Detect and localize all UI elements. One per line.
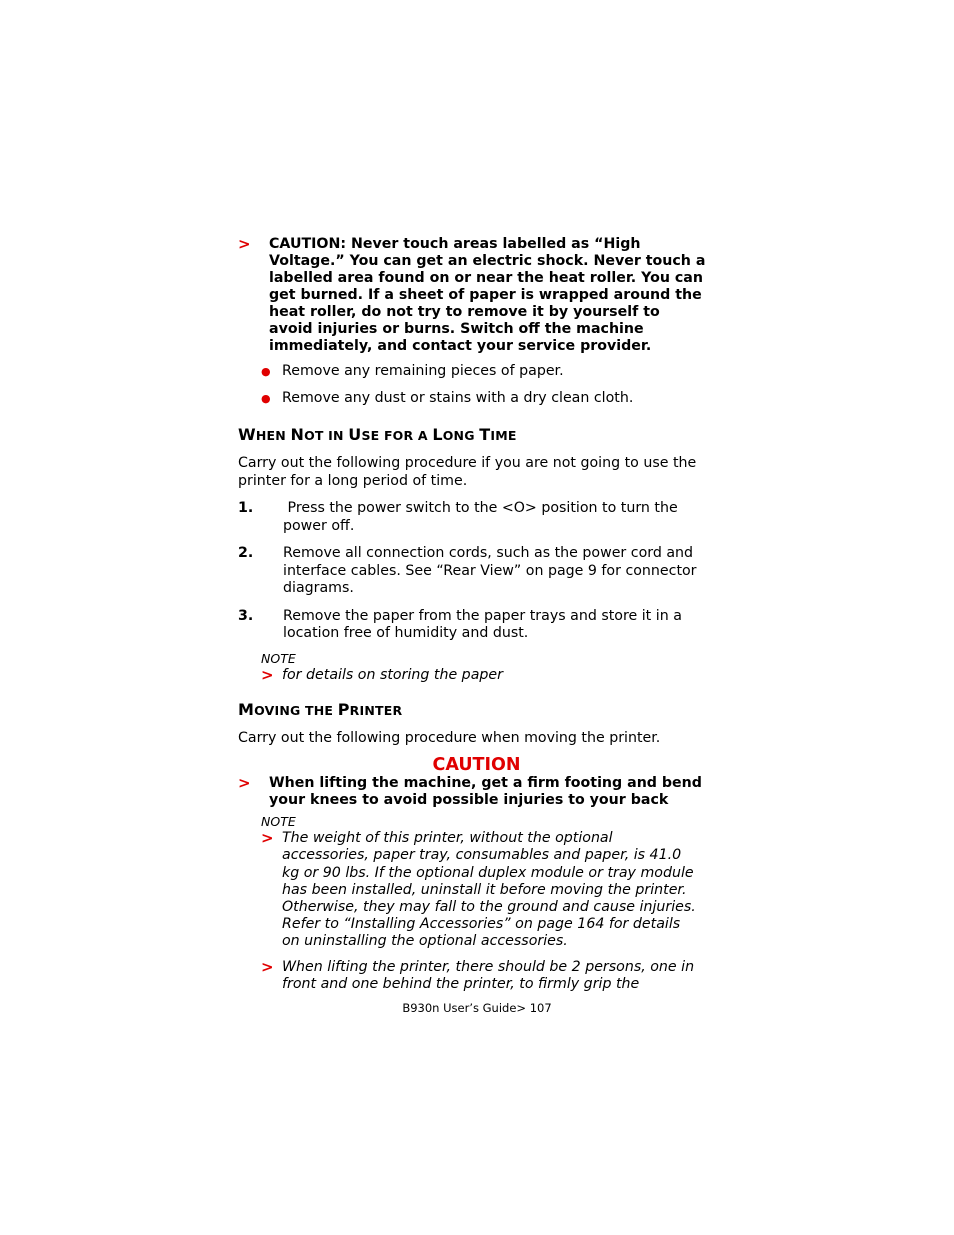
step-text: Remove the paper from the paper trays and store it in a location free of humidity and dust. [283, 607, 682, 641]
caution-heading: CAUTION [432, 755, 521, 776]
bullet-text: Remove any dust or stains with a dry clean cloth. [282, 389, 634, 406]
caution-arrow-marker: > [238, 235, 251, 253]
note-text: for details on storing the paper [282, 666, 503, 683]
section2-intro: Carry out the following procedure when moving the printer. [238, 729, 661, 746]
lifting-caution-text: When lifting the machine, get a firm footing and bend your knees to avoid possible injuries to your back [269, 775, 702, 809]
bullet-text: Remove any remaining pieces of paper. [282, 363, 564, 379]
note-item [261, 830, 708, 950]
step-text: Remove all connection cords, such as the power cord and interface cables. See “Rear View” on page 9 for connector diagrams. [283, 545, 697, 596]
step-number: 2. [238, 545, 254, 561]
lifting-caution [238, 775, 708, 809]
page-footer: B930n User’s Guide> 107 [402, 1001, 552, 1015]
note-arrow-marker: > [261, 665, 274, 684]
caution-arrow-marker: > [238, 774, 251, 793]
bullet-item [261, 390, 708, 408]
step-text: Press the power switch to the <O> position to turn the power off. [283, 500, 683, 534]
page-content [238, 236, 708, 993]
high-voltage-caution-text: CAUTION: Never touch areas labelled as “High Voltage.” You can get an electric shock. Never touch a labelled area found on or near the heat roller. You can get burned. If a sheet of paper is wrapped around the heat roller, do not try to remove it by yourself to avoid injuries or burns. Switch off the machine immediately, and contact your service provider. [269, 236, 706, 354]
high-voltage-caution [238, 236, 708, 355]
section-heading-moving-printer: MOVING THE PRINTER [238, 699, 403, 719]
section-heading-long-time: WHEN NOT IN USE FOR A LONG TIME [238, 425, 517, 444]
section1-intro: Carry out the following procedure if you are not going to use the printer for a long period of time. [238, 455, 697, 489]
note-arrow-marker: > [261, 829, 274, 848]
note-text: The weight of this printer, without the optional accessories, paper tray, consumables and paper, is 41.0 kg or 90 lbs. If the optional duplex module or tray module has been installed, uninstall it before moving the printer. Otherwise, they may fall to the ground and cause injuries. Refer to “Installing Accessories” on page 164 for details on uninstalling the optional accessories. [282, 830, 696, 950]
bullet-item [261, 363, 708, 381]
bullet-dot-icon: ● [261, 391, 271, 405]
step-number: 3. [238, 607, 254, 624]
step-number: 1. [238, 500, 254, 516]
note-text: When lifting the printer, there should be 2 persons, one in front and one behind the printer, to firmly grip the [282, 958, 695, 992]
note-label: NOTE [261, 814, 296, 830]
step-item [238, 500, 708, 535]
note-label: NOTE [261, 650, 296, 666]
note-item [261, 959, 708, 993]
step-item [238, 608, 708, 643]
note-arrow-marker: > [261, 957, 274, 976]
note-item [261, 667, 708, 684]
bullet-dot-icon: ● [261, 365, 271, 378]
step-item [238, 545, 708, 598]
